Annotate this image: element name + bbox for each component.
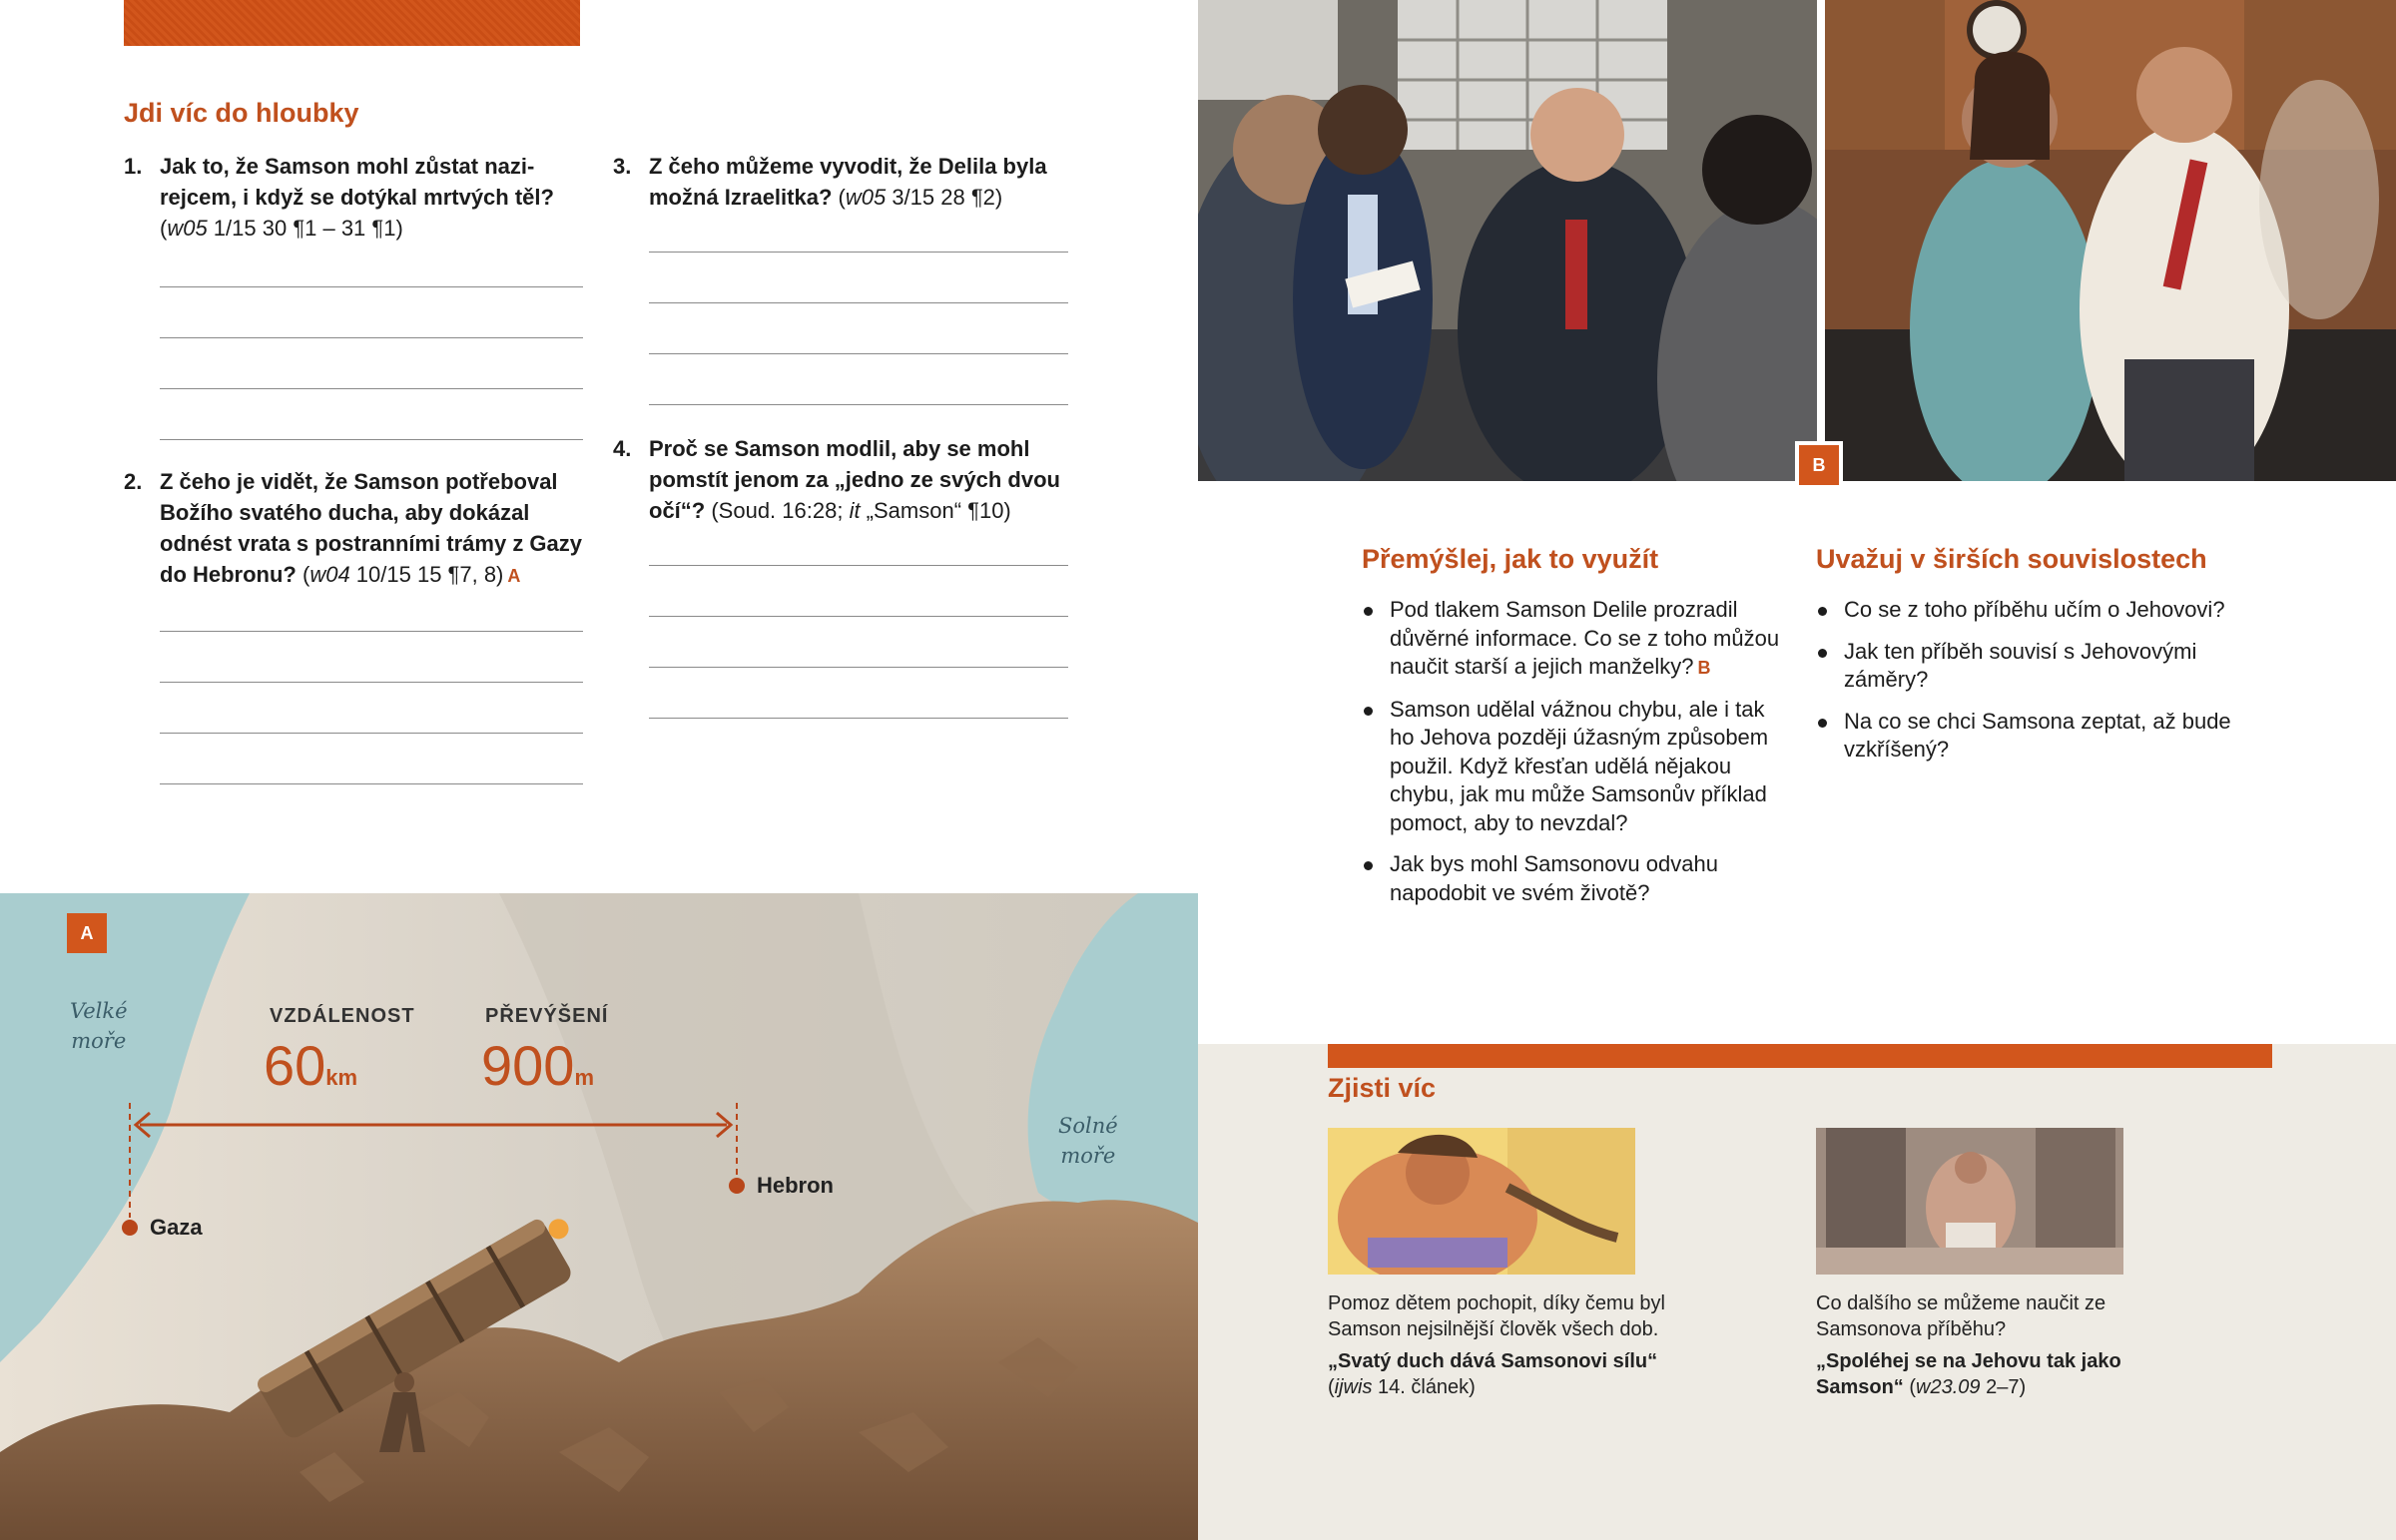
answer-lines[interactable]	[160, 254, 583, 440]
answer-line[interactable]	[160, 287, 583, 338]
photo-elders-meeting	[1198, 0, 1817, 481]
answer-line[interactable]	[649, 566, 1068, 617]
question-column-right	[613, 151, 1072, 719]
figure-reference-tag[interactable]: B	[1697, 658, 1711, 678]
learn-more-accent-bar	[1328, 1044, 2272, 1068]
broader-list	[1816, 596, 2255, 777]
label-great-sea: Velké moře	[70, 999, 128, 1053]
answer-line[interactable]	[160, 598, 583, 632]
figure-badge-a: A	[67, 913, 107, 953]
city-marker	[122, 1220, 138, 1236]
answer-line[interactable]	[649, 303, 1068, 354]
answer-line[interactable]	[160, 254, 583, 287]
question-reference: (w04 10/15 15 ¶7, 8)	[296, 562, 504, 587]
apply-list	[1362, 596, 1781, 920]
answer-line[interactable]	[649, 617, 1068, 668]
photo-couple-kitchen	[1825, 0, 2396, 481]
card-2-description: Co dalšího se můžeme naučit ze Samsonova příběhu?	[1816, 1292, 2106, 1340]
distance-value: 60km	[264, 1034, 358, 1097]
list-item: Jak bys mohl Samsonovu odvahu napodobit ve svém životě?	[1362, 850, 1781, 907]
question-2	[124, 466, 583, 592]
label-salt-sea: Solné moře	[1058, 1114, 1118, 1168]
answer-line[interactable]	[649, 354, 1068, 405]
list-item: Co se z toho příběhu učím o Jehovovi?	[1816, 596, 2255, 625]
figure-reference-tag[interactable]: A	[507, 566, 521, 586]
elevation-label: PŘEVÝŠENÍ	[485, 1005, 609, 1027]
elevation-value: 900m	[481, 1034, 594, 1097]
answer-line[interactable]	[160, 389, 583, 440]
learn-more-heading: Zjisti víc	[1328, 1073, 1437, 1103]
answer-line[interactable]	[160, 683, 583, 734]
thumbnail-samson-pillars[interactable]	[1816, 1128, 2123, 1275]
answer-line[interactable]	[160, 338, 583, 389]
answer-line[interactable]	[649, 219, 1068, 253]
question-reference: (w05 1/15 30 ¶1 – 31 ¶1)	[160, 216, 403, 241]
question-text: Z čeho je vidět, že Samson potřeboval Božího svatého ducha, aby dokázal odnést vrata s postranními trámy z Gazy do Hebronu?	[160, 469, 583, 587]
question-text: Jak to, že Samson mohl zůstat nazirejcem, i když se dotýkal mrtvých těl?	[160, 154, 554, 210]
answer-line[interactable]	[160, 632, 583, 683]
city-hebron: Hebron	[729, 1173, 834, 1199]
list-item: Na co se chci Samsona zeptat, až bude vzkříšený?	[1816, 708, 2255, 765]
card-2-text	[1816, 1290, 2155, 1400]
question-number: 2.	[124, 469, 143, 494]
card-1-description: Pomoz dětem pochopit, díky čemu byl Samson nejsilnější člověk všech dob.	[1328, 1292, 1665, 1340]
question-1	[124, 151, 583, 244]
card-1-link[interactable]: „Svatý duch dává Samsonovi sílu“ (ijwis 14. článek)	[1328, 1350, 1658, 1398]
question-number: 4.	[613, 436, 632, 461]
card-1-text	[1328, 1290, 1667, 1400]
question-4	[613, 433, 1072, 526]
distance-label: VZDÁLENOST	[270, 1005, 415, 1027]
figure-badge-b: B	[1795, 441, 1843, 489]
answer-lines[interactable]	[649, 532, 1068, 719]
answer-lines[interactable]	[160, 598, 583, 784]
city-marker	[729, 1178, 745, 1194]
question-number: 1.	[124, 154, 143, 179]
question-text: Z čeho můžeme vyvodit, že Delila byla možná Izraelitka?	[649, 154, 1047, 210]
city-gaza: Gaza	[122, 1215, 203, 1241]
question-text: Proč se Samson modlil, aby se mohl pomstít jenom za „jedno ze svých dvou očí“?	[649, 436, 1060, 523]
card-2-link[interactable]: „Spoléhej se na Jehovu tak jako Samson“ (w23.09 2–7)	[1816, 1350, 2121, 1398]
map-gaza-hebron	[0, 893, 1198, 1540]
question-3	[613, 151, 1072, 213]
answer-line[interactable]	[160, 734, 583, 784]
question-column-left	[124, 151, 583, 784]
apply-heading: Přemýšlej, jak to využít	[1362, 544, 1659, 574]
thumbnail-strong-samson[interactable]	[1328, 1128, 1635, 1275]
list-item: Jak ten příběh souvisí s Jehovovými záměry?	[1816, 638, 2255, 695]
question-reference: (Soud. 16:28; it „Samson“ ¶10)	[705, 498, 1011, 523]
answer-line[interactable]	[649, 253, 1068, 303]
deeper-heading: Jdi víc do hloubky	[124, 98, 359, 128]
broader-heading: Uvažuj v širších souvislostech	[1816, 544, 2207, 574]
list-item: Samson udělal vážnou chybu, ale i tak ho Jehova později úžasným způsobem použil. Když křesťan udělá nějakou chybu, jak mu může Samsonův příklad pomoct, aby to nevzdal?	[1362, 696, 1781, 838]
list-item: Pod tlakem Samson Delile prozradil důvěrné informace. Co se z toho můžou naučit starší a jejich manželky? B	[1362, 596, 1781, 683]
answer-line[interactable]	[649, 532, 1068, 566]
decorative-texture-strip	[124, 0, 580, 46]
answer-line[interactable]	[649, 668, 1068, 719]
answer-lines[interactable]	[649, 219, 1068, 405]
question-number: 3.	[613, 154, 632, 179]
question-reference: (w05 3/15 28 ¶2)	[832, 185, 1003, 210]
